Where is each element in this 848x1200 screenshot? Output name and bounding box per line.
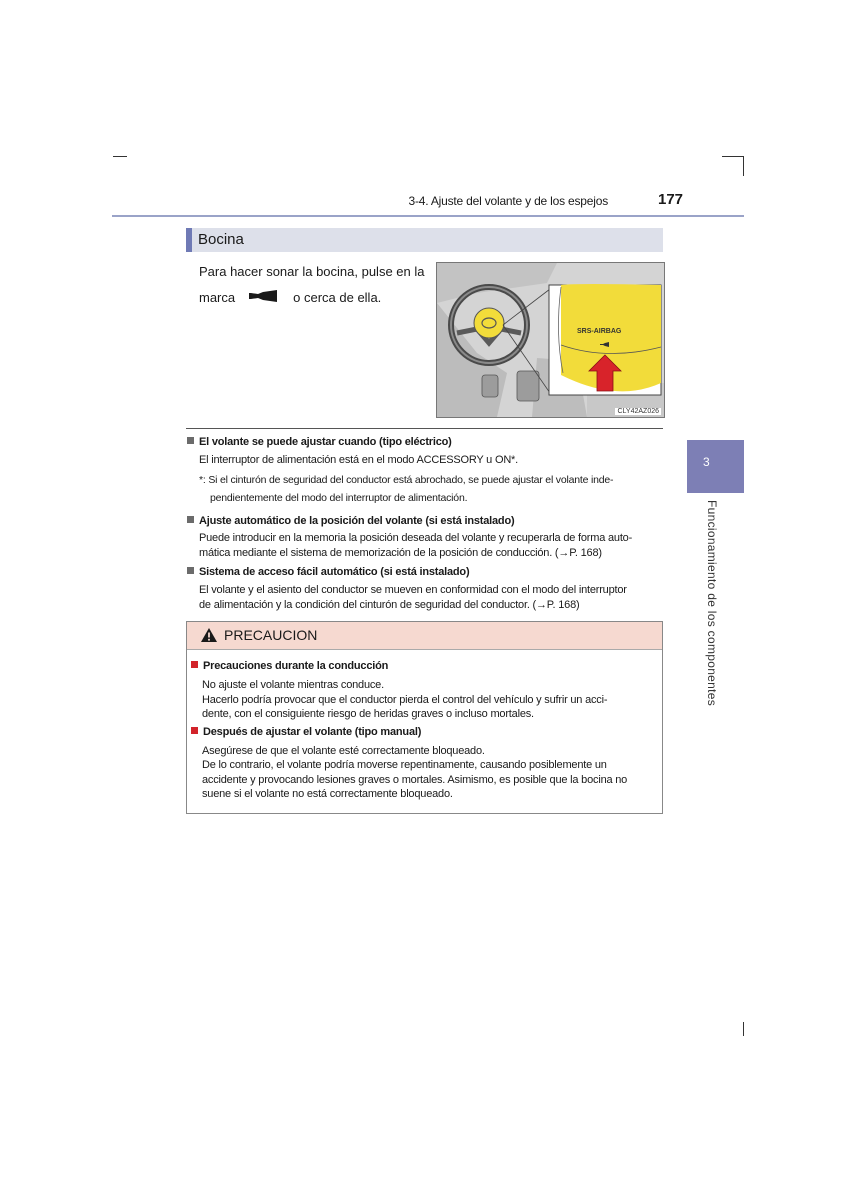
note-mark: *:	[199, 474, 206, 486]
intro-text	[199, 259, 434, 312]
caution-heading-1	[191, 660, 388, 672]
section-title-bar	[186, 228, 663, 252]
separator-rule	[186, 428, 663, 429]
horn-icon	[249, 286, 279, 312]
info-text-2b: mática mediante el sistema de memorización de la posición de conducción. (→P. 168)	[199, 547, 602, 559]
intro-line-2b: o cerca de ella.	[293, 290, 382, 305]
warning-icon	[200, 627, 218, 643]
crop-mark	[113, 156, 127, 157]
crop-mark	[722, 156, 744, 157]
info-note-1b: pendientemente del modo del interruptor de alimentación.	[210, 492, 468, 504]
intro-line-2a: marca	[199, 290, 236, 305]
bullet-square	[187, 437, 194, 444]
caution-line: De lo contrario, el volante podría moverse repentinamente, causando posiblemente un	[202, 759, 607, 771]
caution-line: Hacerlo podría provocar que el conductor pierda el control del vehículo y sufrir un acci-	[202, 694, 608, 706]
bullet-square	[187, 516, 194, 523]
caution-header	[187, 622, 662, 650]
note-text: Si el cinturón de seguridad del conductor está abrochado, se puede ajustar el volante inde-	[208, 474, 614, 486]
info-heading-2	[187, 515, 514, 527]
info-heading-3	[187, 566, 469, 578]
intro-line-1: Para hacer sonar la bocina, pulse en la	[199, 264, 425, 279]
section-title: Bocina	[198, 231, 244, 248]
caution-line: Asegúrese de que el volante esté correctamente bloqueado.	[202, 745, 485, 757]
caution-line: suene si el volante no está correctamente bloqueado.	[202, 788, 453, 800]
info-heading-text: Ajuste automático de la posición del volante (si está instalado)	[199, 515, 515, 527]
caution-label: PRECAUCION	[224, 627, 318, 643]
chapter-title: Funcionamiento de los componentes	[705, 500, 719, 707]
section-accent	[186, 228, 192, 252]
bullet-square-red	[191, 661, 198, 668]
airbag-label: SRS-AIRBAG	[577, 328, 622, 335]
header-rule	[112, 215, 744, 217]
figure-code: CLY42AZ026	[617, 408, 659, 415]
steering-wheel-figure	[436, 262, 665, 418]
intro-line-2	[199, 285, 434, 312]
caution-heading-2	[191, 726, 421, 738]
crop-mark	[743, 1022, 744, 1036]
info-heading-1	[187, 436, 452, 448]
info-text-2: Puede introducir en la memoria la posición deseada del volante y recuperarla de forma auto-	[199, 532, 633, 544]
crop-mark	[743, 156, 744, 176]
header-section-title: 3-4. Ajuste del volante y de los espejos	[408, 194, 608, 208]
info-text-3b: de alimentación y la condición del cinturón de seguridad del conductor. (→P. 168)	[199, 599, 580, 611]
bullet-square	[187, 567, 194, 574]
info-note-1	[199, 471, 659, 489]
info-text-1: El interruptor de alimentación está en el modo ACCESSORY u ON*.	[199, 454, 518, 466]
info-heading-text: El volante se puede ajustar cuando (tipo eléctrico)	[199, 436, 452, 448]
info-heading-text: Sistema de acceso fácil automático (si está instalado)	[199, 566, 470, 578]
chapter-number: 3	[703, 455, 710, 469]
caution-box	[186, 621, 663, 814]
caution-line: dente, con el consiguiente riesgo de heridas graves o incluso mortales.	[202, 708, 534, 720]
chapter-tab	[687, 440, 744, 493]
bullet-square-red	[191, 727, 198, 734]
caution-line: No ajuste el volante mientras conduce.	[202, 679, 384, 691]
caution-line: accidente y provocando lesiones graves o mortales. Asimismo, es posible que la bocina no	[202, 774, 628, 786]
info-text-3: El volante y el asiento del conductor se mueven en conformidad con el modo del interruptor	[199, 584, 627, 596]
page-number: 177	[658, 191, 684, 208]
caution-heading-text: Precauciones durante la conducción	[203, 660, 389, 672]
caution-heading-text: Después de ajustar el volante (tipo manual)	[203, 726, 422, 738]
